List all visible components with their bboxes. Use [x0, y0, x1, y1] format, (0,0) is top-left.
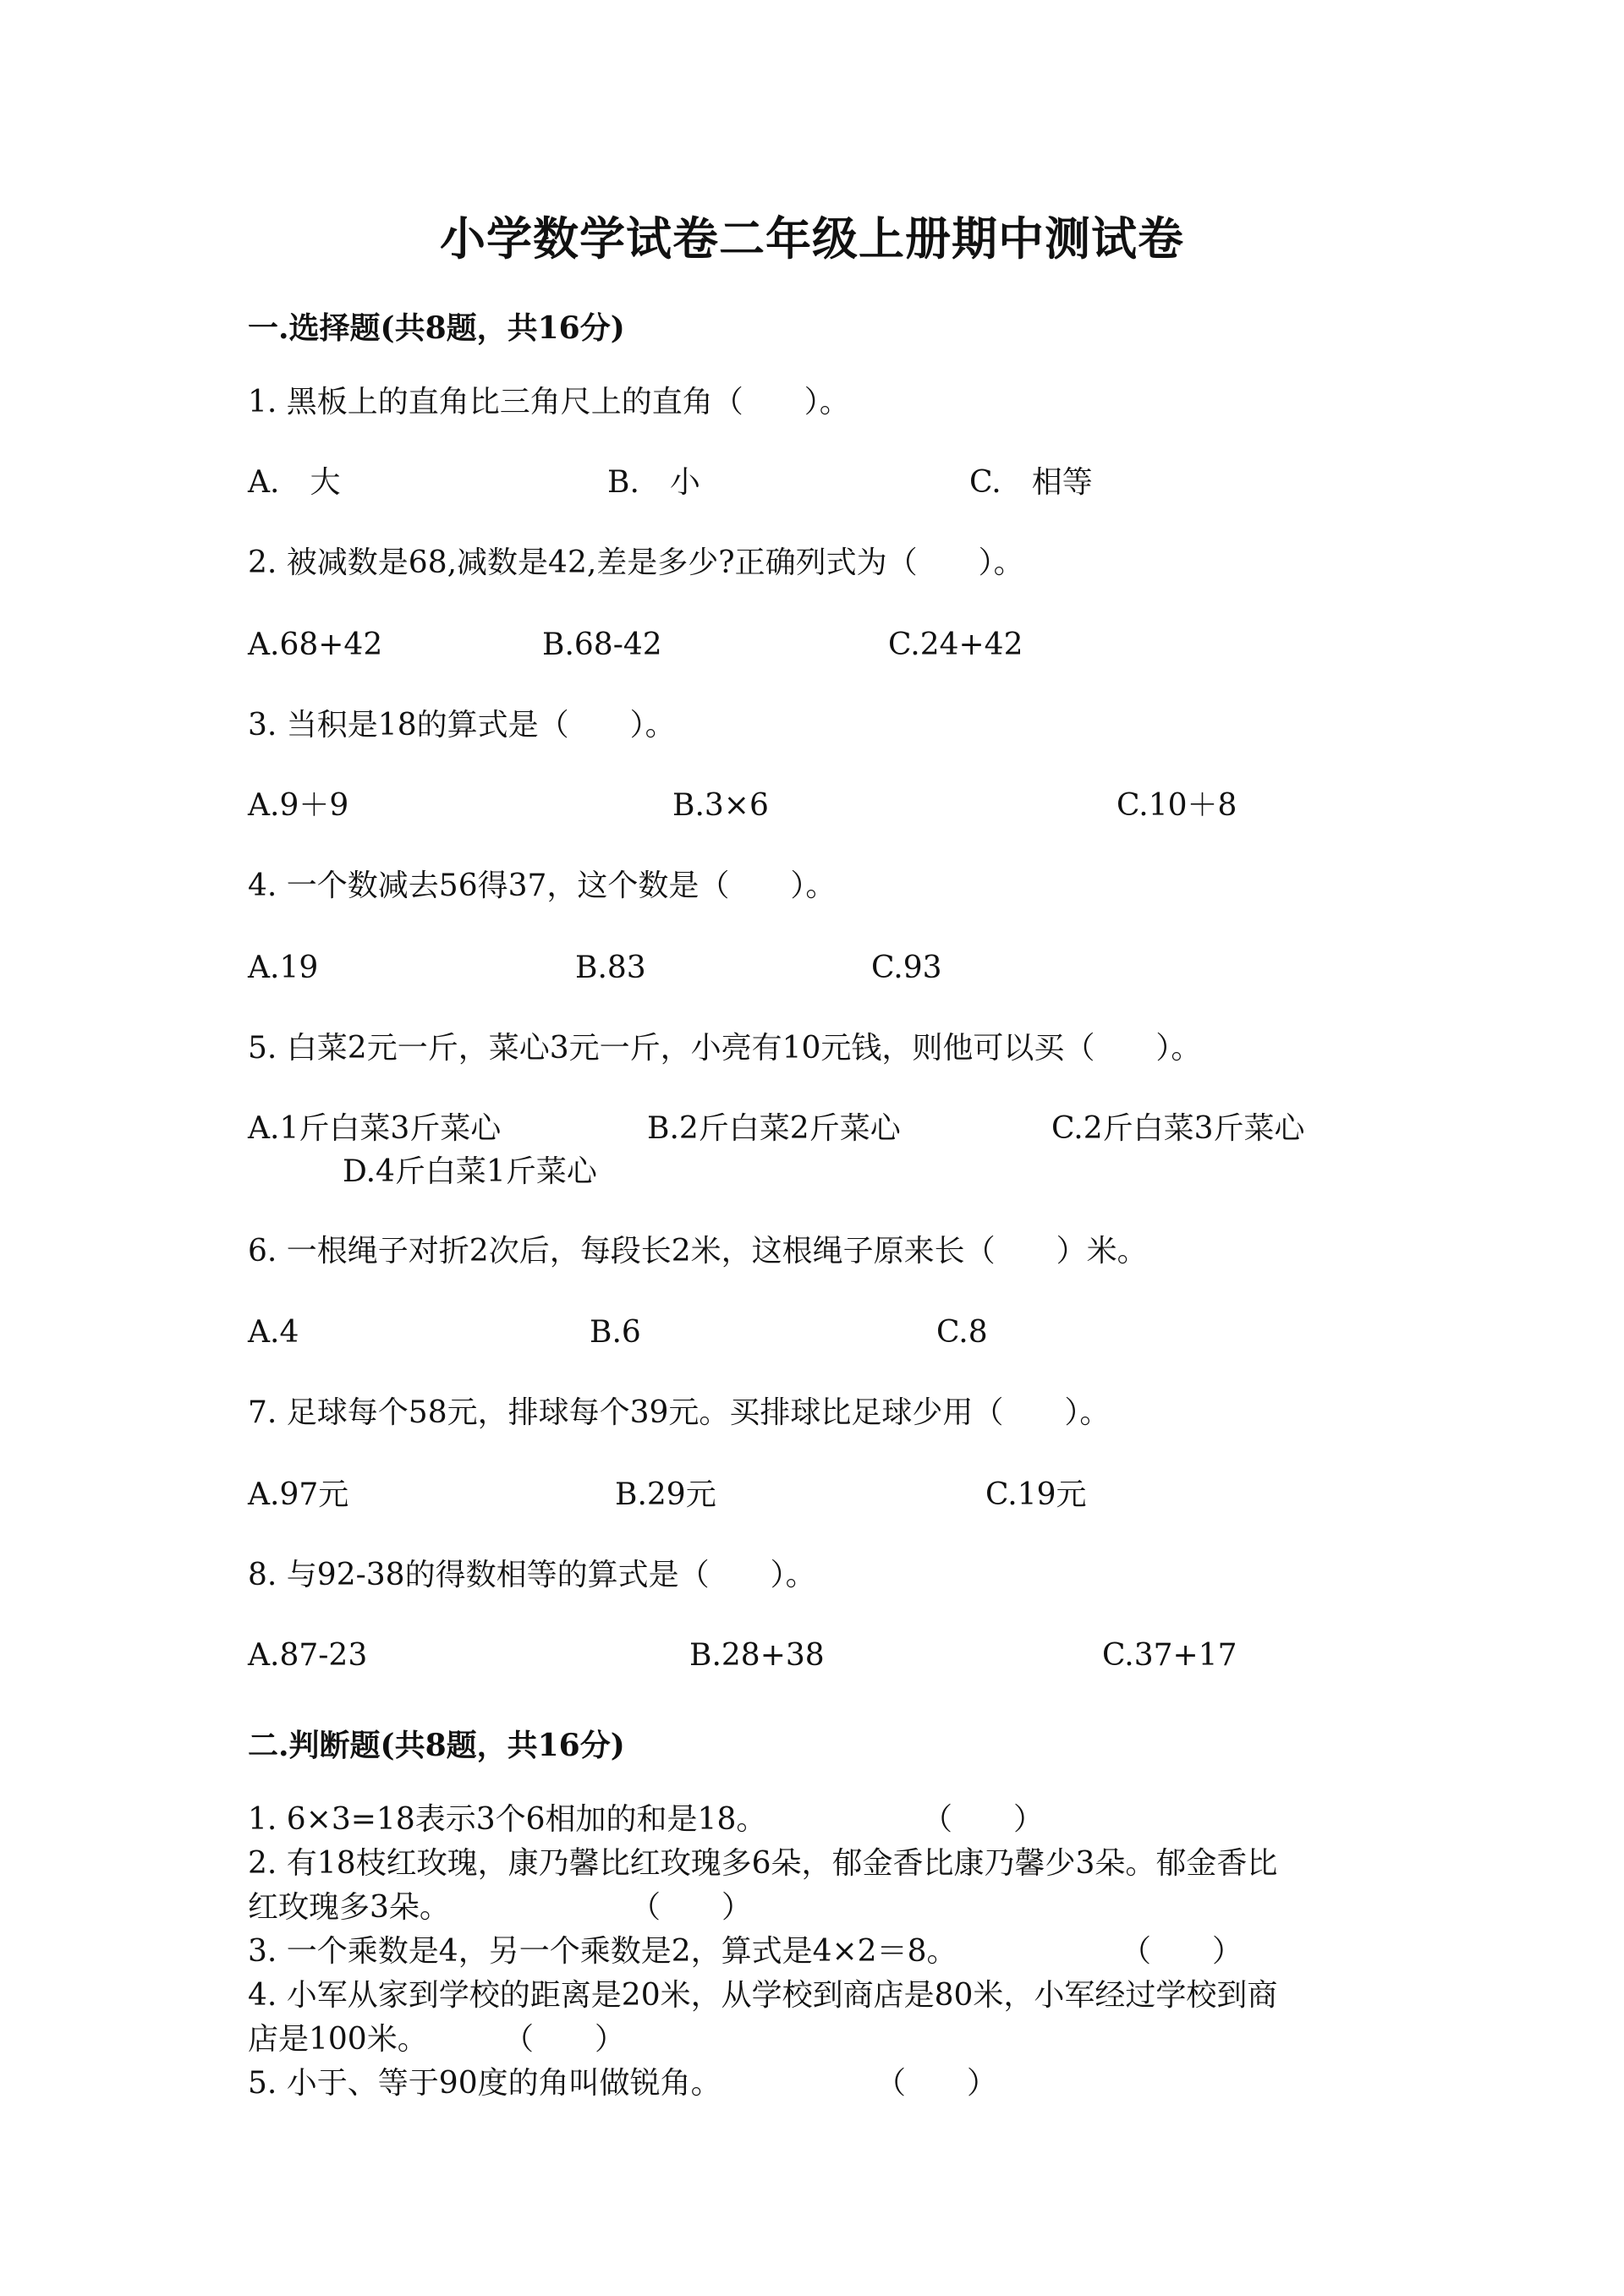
- judgment-3: 3. 一个乘数是4，另一个乘数是2，算式是4×2＝8。: [248, 1934, 957, 1969]
- q5-option-b: B.2斤白菜2斤菜心: [647, 1111, 901, 1146]
- q2-option-a: A.68+42: [248, 627, 383, 662]
- judgment-3-paren: （ ）: [1121, 1934, 1243, 1969]
- q2-option-c: C.24+42: [888, 627, 1023, 662]
- question-3: 3. 当积是18的算式是（ ）。: [248, 708, 676, 743]
- q1-option-c: C. 相等: [969, 465, 1093, 500]
- question-2: 2. 被减数是68,减数是42,差是多少?正确列式为（ ）。: [248, 545, 1024, 580]
- q6-option-a: A.4: [248, 1315, 299, 1350]
- judgment-2-cont: 红玫瑰多3朵。: [248, 1890, 450, 1925]
- question-6: 6. 一根绳子对折2次后，每段长2米，这根绳子原来长（ ）米。: [248, 1234, 1148, 1269]
- q6-option-b: B.6: [590, 1315, 641, 1350]
- judgment-5: 5. 小于、等于90度的角叫做锐角。: [248, 2066, 721, 2101]
- judgment-2-paren: （ ）: [630, 1890, 753, 1925]
- judgment-1-paren: （ ）: [922, 1802, 1045, 1837]
- question-5: 5. 白菜2元一斤，菜心3元一斤，小亮有10元钱，则他可以买（ ）。: [248, 1031, 1202, 1066]
- q7-option-a: A.97元: [248, 1477, 349, 1512]
- q8-option-a: A.87-23: [248, 1638, 368, 1673]
- q4-option-b: B.83: [575, 951, 646, 985]
- q7-option-b: B.29元: [615, 1477, 716, 1512]
- judgment-1: 1. 6×3=18表示3个6相加的和是18。: [248, 1802, 767, 1837]
- question-4: 4. 一个数减去56得37，这个数是（ ）。: [248, 869, 837, 903]
- q3-option-b: B.3×6: [672, 788, 769, 823]
- page-title: 小学数学试卷二年级上册期中测试卷: [440, 211, 1184, 266]
- q3-option-a: A.9＋9: [248, 788, 349, 823]
- judgment-5-paren: （ ）: [875, 2066, 998, 2101]
- q1-option-b: B. 小: [607, 465, 700, 500]
- q4-option-c: C.93: [871, 951, 942, 985]
- judgment-4-cont: 店是100米。: [248, 2022, 428, 2057]
- section-heading-judgment: 二.判断题(共8题，共16分): [248, 1728, 625, 1763]
- q5-option-a: A.1斤白菜3斤菜心: [248, 1111, 502, 1146]
- q5-option-c: C.2斤白菜3斤菜心: [1051, 1111, 1305, 1146]
- question-1: 1. 黑板上的直角比三角尺上的直角（ ）。: [248, 385, 850, 419]
- judgment-4: 4. 小军从家到学校的距离是20米，从学校到商店是80米，小军经过学校到商: [248, 1978, 1278, 2013]
- q4-option-a: A.19: [248, 951, 319, 985]
- judgment-2: 2. 有18枝红玫瑰，康乃馨比红玫瑰多6朵，郁金香比康乃馨少3朵。郁金香比: [248, 1846, 1278, 1881]
- q2-option-b: B.68-42: [542, 627, 662, 662]
- question-8: 8. 与92-38的得数相等的算式是（ ）。: [248, 1558, 816, 1592]
- judgment-4-paren: （ ）: [503, 2022, 626, 2057]
- question-7: 7. 足球每个58元，排球每个39元。买排球比足球少用（ ）。: [248, 1395, 1111, 1430]
- q1-option-a: A. 大: [248, 465, 341, 500]
- q7-option-c: C.19元: [985, 1477, 1087, 1512]
- q8-option-b: B.28+38: [689, 1638, 825, 1673]
- q8-option-c: C.37+17: [1102, 1638, 1237, 1673]
- q6-option-c: C.8: [936, 1315, 988, 1350]
- q3-option-c: C.10＋8: [1116, 788, 1237, 823]
- section-heading-choice: 一.选择题(共8题，共16分): [248, 310, 625, 346]
- q5-option-d: D.4斤白菜1斤菜心: [343, 1154, 597, 1189]
